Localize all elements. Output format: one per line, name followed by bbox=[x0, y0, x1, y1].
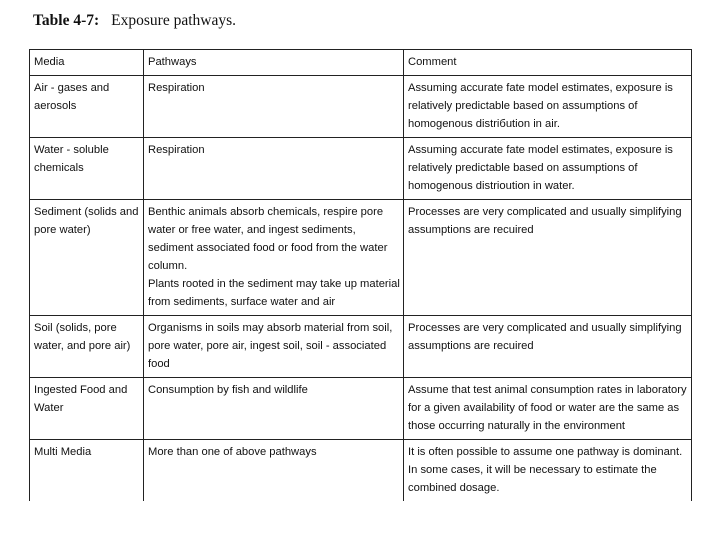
media-cell: Ingested Food and Water bbox=[30, 378, 144, 440]
pathway-text: Organisms in soils may absorb material from soil, pore water, pore air, ingest soil, soil - associated food bbox=[148, 322, 393, 370]
pathway-text: More than one of above pathways bbox=[148, 446, 317, 458]
media-cell: Soil (solids, pore water, and pore air) bbox=[30, 316, 144, 378]
media-cell: Sediment (solids and pore water) bbox=[30, 200, 144, 316]
caption-label: Table 4-7: bbox=[33, 12, 100, 29]
table-row bbox=[30, 440, 692, 502]
header-row bbox=[30, 50, 692, 76]
comment-cell: Processes are very complicated and usually simplifying assumptions are recuired bbox=[404, 316, 692, 378]
table-row bbox=[30, 200, 692, 316]
pathway-text: Respiration bbox=[148, 144, 205, 156]
pathways-cell bbox=[144, 440, 404, 502]
table-row bbox=[30, 76, 692, 138]
comment-cell: Assuming accurate fate model estimates, exposure is relatively predictable based on assumptions of homogenous distriбution in air. bbox=[404, 76, 692, 138]
table-row bbox=[30, 378, 692, 440]
comment-cell: It is often possible to assume one pathway is dominant. In some cases, it will be necessary to estimate the combined dosage. bbox=[404, 440, 692, 502]
pathways-cell bbox=[144, 138, 404, 200]
header-media: Media bbox=[30, 50, 144, 76]
media-cell: Multi Media bbox=[30, 440, 144, 502]
pathway-text: Consumption by fish and wildlife bbox=[148, 384, 308, 396]
pathways-cell bbox=[144, 76, 404, 138]
media-cell: Water - soluble chemicals bbox=[30, 138, 144, 200]
comment-cell: Processes are very complicated and usually simplifying assumptions are recuired bbox=[404, 200, 692, 316]
pathways-cell bbox=[144, 200, 404, 316]
header-pathways: Pathways bbox=[144, 50, 404, 76]
comment-cell: Assume that test animal consumption rates in laboratory for a given availability of food or water are the same as those occurring naturally in the environment bbox=[404, 378, 692, 440]
pathways-cell bbox=[144, 378, 404, 440]
header-comment: Comment bbox=[404, 50, 692, 76]
table-row bbox=[30, 316, 692, 378]
pathways-cell bbox=[144, 316, 404, 378]
pathway-text: Respiration bbox=[148, 82, 205, 94]
pathway-text: Benthic animals absorb chemicals, respire pore water or free water, and ingest sediments, sediment associated food or food from the water column. bbox=[148, 206, 388, 272]
media-cell: Air - gases and aerosols bbox=[30, 76, 144, 138]
comment-cell: Assuming accurate fate model estimates, exposure is relatively predictable based on assumptions of homogenous distrioution in water. bbox=[404, 138, 692, 200]
caption-title: Exposure pathways. bbox=[111, 12, 237, 29]
table-row bbox=[30, 138, 692, 200]
pathway-text: Plants rooted in the sediment may take up material from sediments, surface water and air bbox=[148, 278, 400, 308]
table-caption bbox=[33, 12, 236, 30]
exposure-pathways-table bbox=[29, 49, 692, 501]
